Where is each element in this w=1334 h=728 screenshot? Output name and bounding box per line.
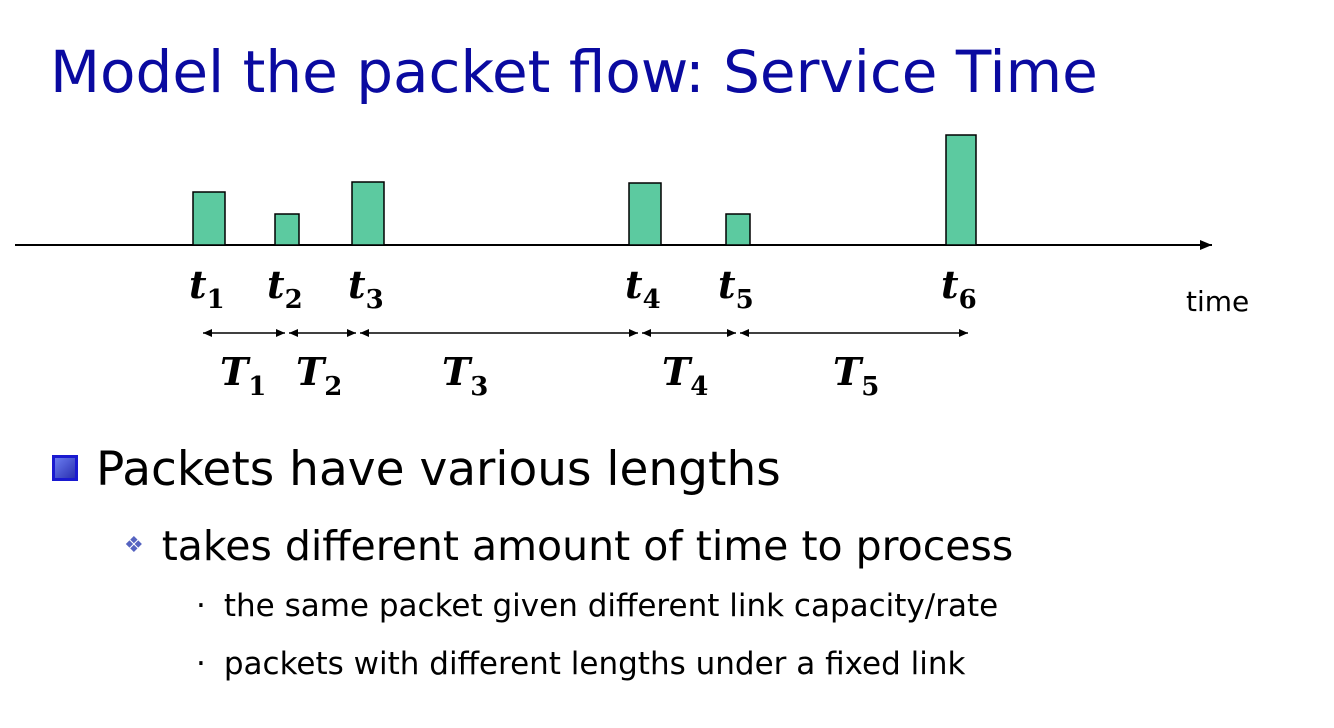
bullet-level1 [52,442,781,497]
time-axis-label: time [1186,285,1250,318]
packet-bar [275,214,299,245]
bullet-level3-text: packets with different lengths under a fixed link [223,646,966,682]
bullet-level2-text: takes different amount of time to process [161,522,1014,570]
packet-time-label: $t_1$ [189,262,225,315]
packet-bar [629,183,661,245]
dot-bullet-icon: · [196,588,206,624]
dot-bullet-icon: · [196,646,206,682]
diamond-bullet-icon: ❖ [124,533,144,558]
bullet-level3-item [196,588,998,624]
packet-time-label: $t_2$ [267,262,303,315]
bullet-level1-text: Packets have various lengths [96,442,781,497]
packet-bar [726,214,750,245]
interval-label: $T_1$ [220,349,267,402]
bullet-level3-item [196,646,965,682]
packet-time-label: $t_5$ [718,262,754,315]
interval-label: $T_2$ [296,349,343,402]
interval-label: $T_3$ [442,349,489,402]
interval-label: $T_5$ [833,349,880,402]
packet-bar [193,192,225,245]
interval-label: $T_4$ [662,349,709,402]
packet-time-label: $t_3$ [348,262,384,315]
packet-bar [352,182,384,245]
bullet-level2 [124,522,1013,570]
bullet-level3-text: the same packet given different link capacity/rate [223,588,999,624]
packet-bar [946,135,976,245]
packet-time-label: $t_6$ [941,262,977,315]
packet-time-label: $t_4$ [625,262,661,315]
checkbox-bullet-icon [52,455,78,481]
slide-title: Model the packet flow: Service Time [50,38,1098,106]
